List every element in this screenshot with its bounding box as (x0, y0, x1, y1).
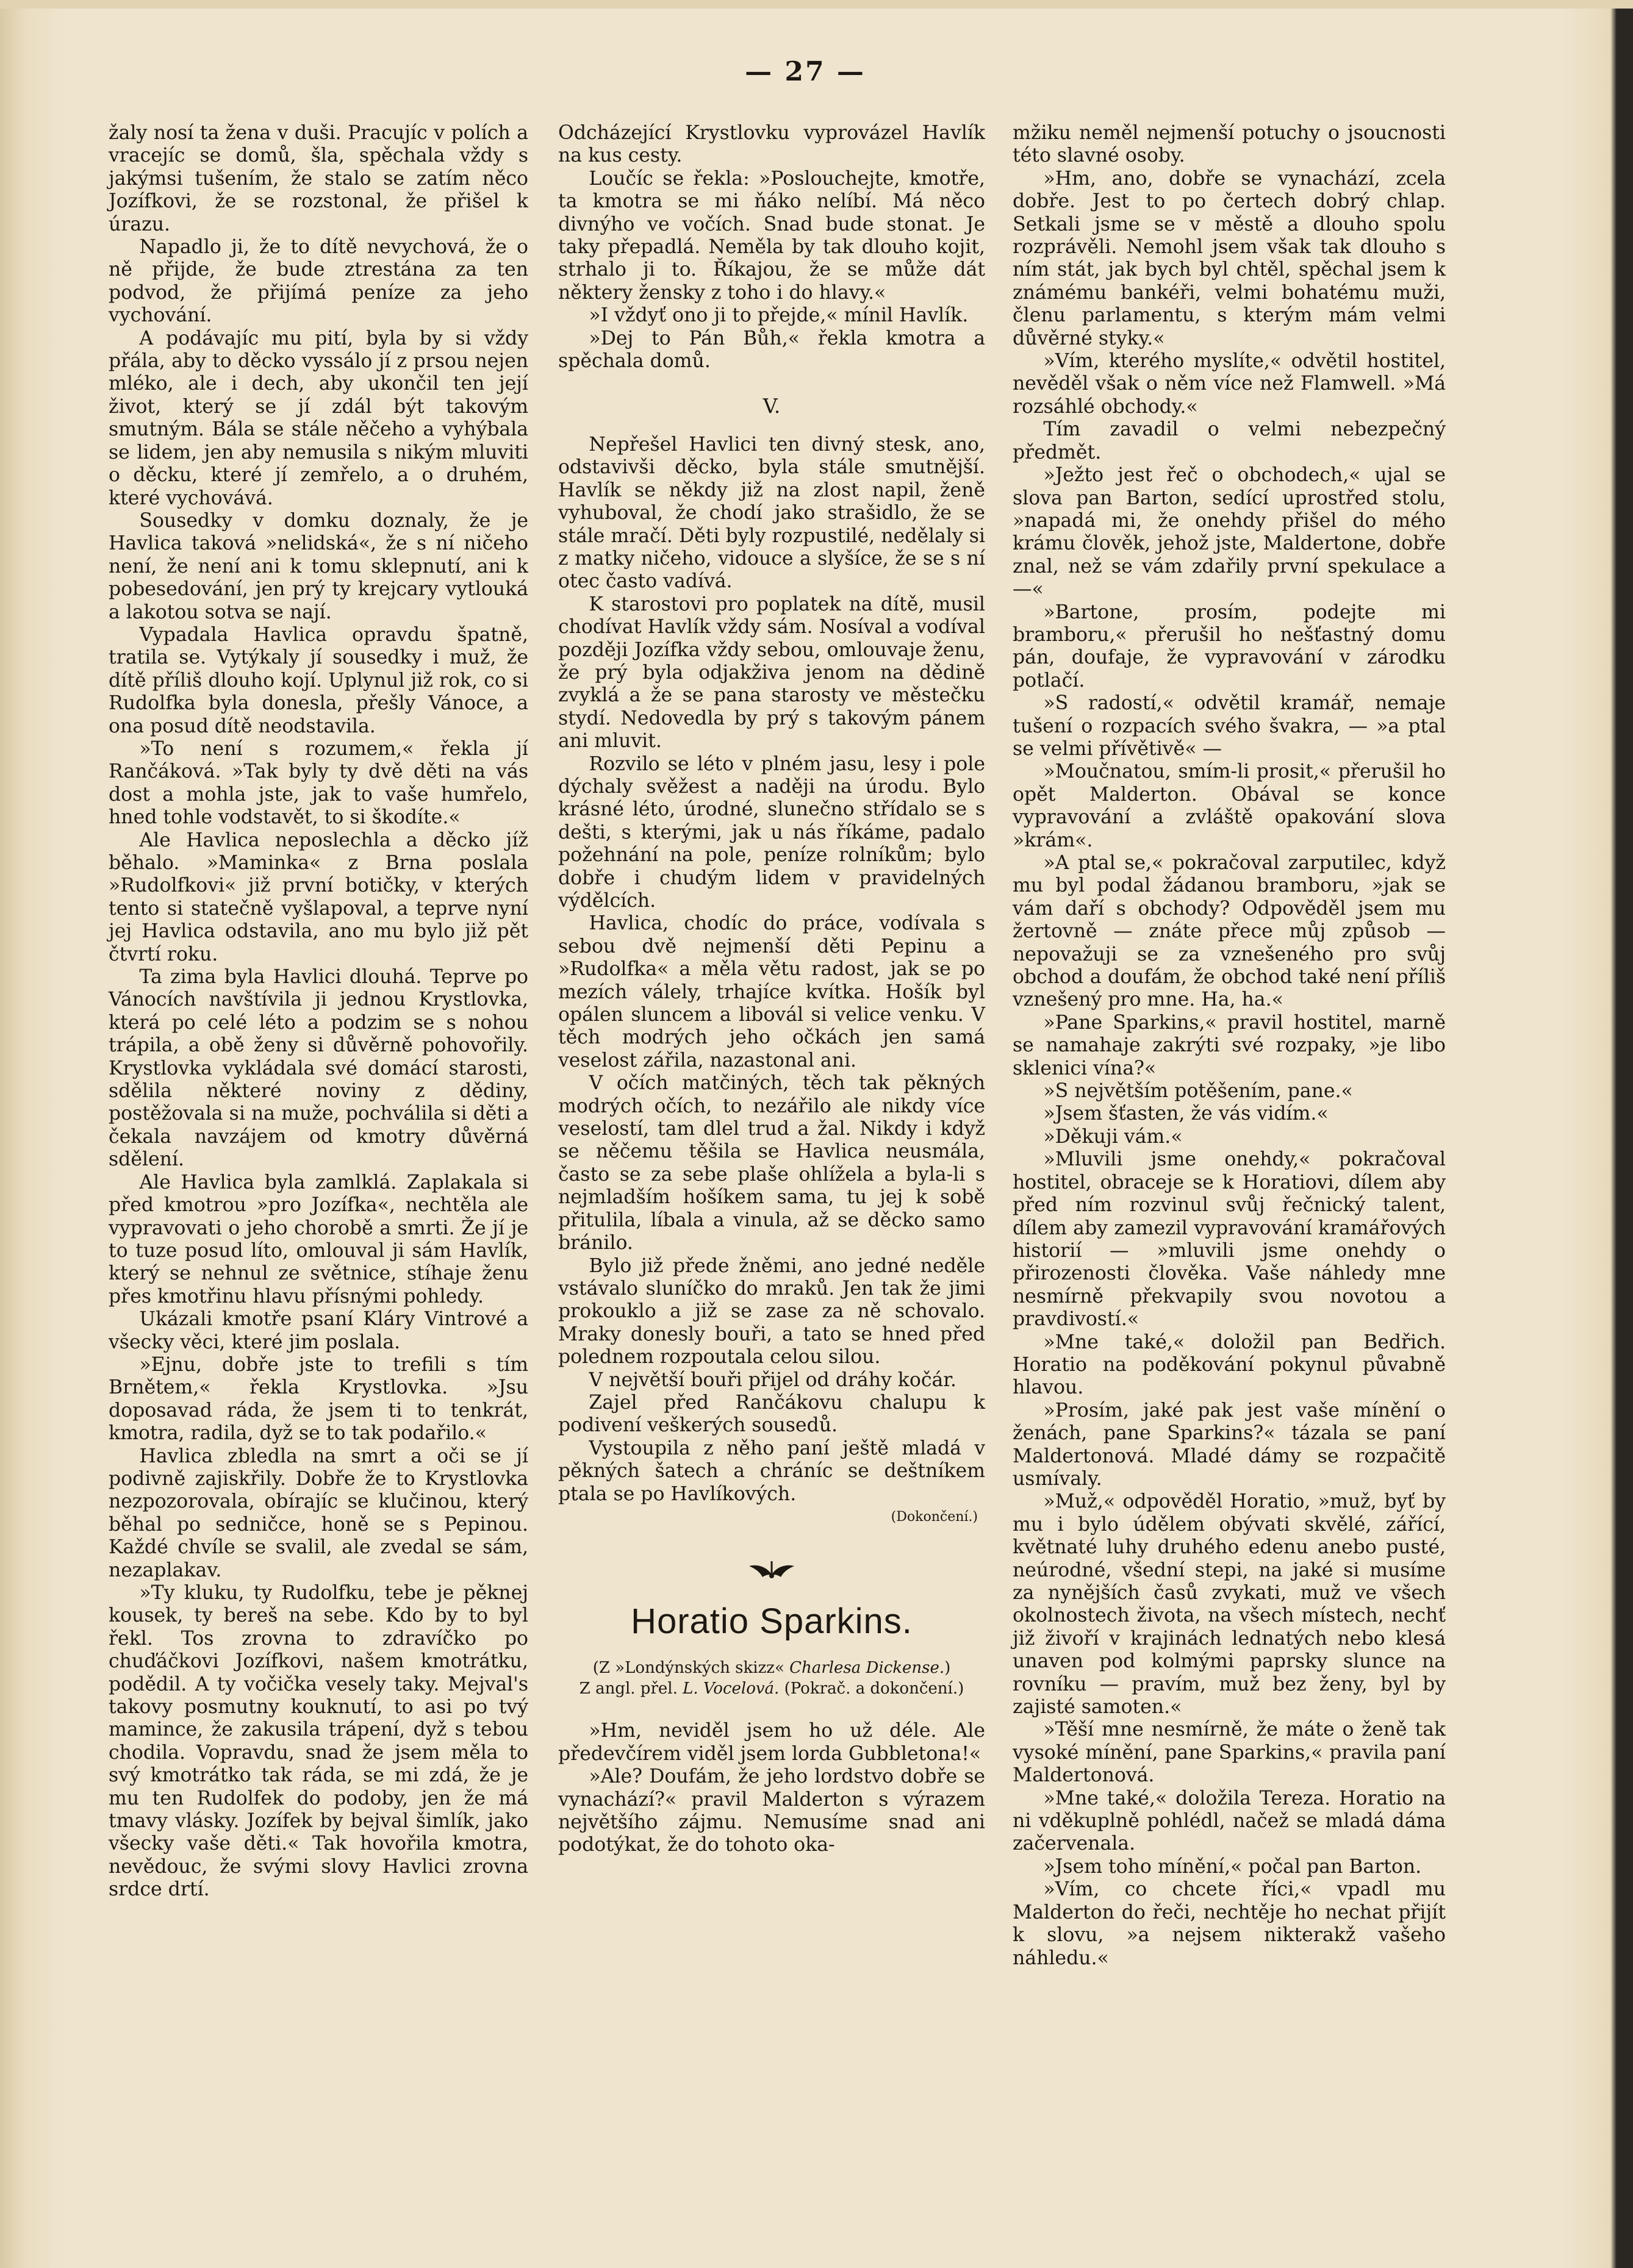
paragraph: »Hm, neviděl jsem ho už déle. Ale předevčírem viděl jsem lorda Gubbletona!« (558, 1720, 985, 1765)
paragraph: Ale Havlica neposlechla a děcko jíž běhalo. »Maminka« z Brna poslala »Rudolfkovi« již první botičky, v kterých tento si statečně vyšlapoval, a teprve nyní jej Havlica odstavila, ano mu bylo již pět čtvrtí roku. (109, 829, 528, 965)
column-2 (558, 122, 985, 1857)
paragraph: Nepřešel Havlici ten divný stesk, ano, odstavivši děcko, byla stále smutnější. Havlík se někdy již na zlost napil, ženě vyhuboval, že chodí jako strašidlo, že se stále mračí. Děti byly rozpustilé, nedělaly si z matky ničeho, vidouce a slyšíce, že se s ní otec často vadívá. (558, 433, 985, 593)
paragraph: žaly nosí ta žena v duši. Pracujíc v polích a vracejíc se domů, šla, spěchala vždy s jakýmsi tušením, že stalo se zatím něco Jozífkovi, že se rozstonal, že přišel k úrazu. (109, 122, 528, 235)
paragraph: »Ježto jest řeč o obchodech,« ujal se slova pan Barton, sedící uprostřed stolu, »napadá mi, že onehdy přišel do mého krámu člověk, jehož jste, Maldertone, dobře znal, než se vám zdařily první spekulace a —« (1013, 464, 1446, 601)
paragraph: Rozvilo se léto v plném jasu, lesy i pole dýchaly svěžest a naději na úrodu. Bylo krásné léto, úrodné, slunečno střídalo se s dešti, s kterými, jak u nás říkáme, padalo požehnání na pole, peníze rolníkům; bylo dobře i chudým lidem v pravidelných výdělcích. (558, 753, 985, 912)
paragraph: »Muž,« odpověděl Horatio, »muž, byť by mu i bylo údělem obývati skvělé, zářící, květnaté luhy druhého edenu anebo pusté, neúrodné, všední stepi, na jaké si musíme za nynějších časů zvykati, muž ve všech okolnostech života, na všech místech, nechť již živoří v krajinách lednatých nebo klesá unaven pod kolmými paprsky slunce na rovníku — pravím, muž bez ženy, byl by zajisté samoten.« (1013, 1490, 1446, 1719)
paragraph: Vystoupila z něho paní ještě mladá v pěkných šatech a chráníc se deštníkem ptala se po Havlíkových. (558, 1437, 985, 1505)
paragraph: Odcházející Krystlovku vyprovázel Havlík na kus cesty. (558, 122, 985, 167)
paragraph: Bylo již přede žněmi, ano jedné neděle vstávalo sluníčko do mraků. Jen tak že jimi prokouklo a již se zase za ně schovalo. Mraky donesly bouři, a tato se hned před polednem rozpoutala celou silou. (558, 1254, 985, 1368)
column-1 (109, 122, 528, 1901)
paragraph: »Bartone, prosím, podejte mi bramboru,« přerušil ho nešťastný domu pán, doufaje, že vypravování v zárodku potlačí. (1013, 601, 1446, 692)
story-title: Horatio Sparkins. (631, 1601, 913, 1642)
paragraph: »S radostí,« odvětil kramář, nemaje tušení o rozpacích svého švakra, — »a ptal se velmi přívětivě« — (1013, 692, 1446, 760)
paragraph: »S největším potěšením, pane.« (1043, 1080, 1353, 1103)
paragraph: Ukázali kmotře psaní Kláry Vintrové a všecky věci, které jim poslala. (109, 1308, 528, 1353)
paragraph: Zajel před Rančákovu chalupu k podivení veškerých sousedů. (558, 1391, 985, 1437)
paragraph: mžiku neměl nejmenší potuchy o jsoucnosti této slavné osoby. (1013, 122, 1446, 167)
paragraph: »Ejnu, dobře jste to trefili s tím Brnětem,« řekla Krystlovka. »Jsu doposavad ráda, že jsem ti to tenkrát, kmotra, radila, dyž se to tak podařilo.« (109, 1353, 528, 1445)
paragraph: Ale Havlica byla zamlklá. Zaplakala si před kmotrou »pro Jozífka«, nechtěla ale vypravovati o jeho chorobě a smrti. Že jí je to tuze posud líto, omlouval ji sám Havlík, který se nehnul ze světnice, stíhaje ženu přes kmotřinu hlavu přísnými pohledy. (109, 1171, 528, 1307)
paragraph: Ta zima byla Havlici dlouhá. Teprve po Vánocích navštívila ji jednou Krystlovka, která po celé léto a podzim se s nohou trápila, a obě ženy si důvěrně pohovořily. Krystlovka vykládala své domácí starosti, sdělila některé noviny z dědiny, postěžovala si na muže, pochválila si děti a čekala navzájem od kmotry důvěrná sdělení. (109, 966, 528, 1171)
page-number: — 27 — (745, 56, 866, 87)
paragraph: »A ptal se,« pokračoval zarputilec, když mu byl podal žádanou bramboru, »jak se vám daří s obchody? Odpověděl jsem mu žertovně — znáte přece můj způsob — nepovažuji se za vznešeného pro svůj obchod a doufám, že obchod také není příliš vznešený pro mne. Ha, ha.« (1013, 852, 1446, 1011)
paragraph: »Ty kluku, ty Rudolfku, tebe je pěknej kousek, ty bereš na sebe. Kdo by to byl řekl. Tos zrovna to zdravíčko po chuďáčkovi Jozífkovi, našem kmotrátku, podědil. A ty vočička vesely taky. Mejval's takovy posmutny kouknutí, to asi po tvý mamince, že zakusila trápení, dyž s tebou chodila. Vopravdu, snad že jsem měla to svý kmotrátko tak ráda, se mi zdá, že je mu ten Rudolfek do podoby, jen že má tmavy vlásky. Jozífek by bejval šimlík, jako všecky vaše děti.« Tak hovořila kmotra, nevědouc, že svými slovy Havlici zrovna srdce drtí. (109, 1582, 528, 1901)
paragraph: »Vím, co chcete říci,« vpadl mu Malderton do řeči, nechtěje ho nechat přijít k slovu, »a nejsem nikterakž vašeho náhledu.« (1013, 1878, 1446, 1969)
paragraph: »Moučnatou, smím-li prosit,« přerušil ho opět Malderton. Obával se konce vypravování a zvláště opakování slova »krám«. (1013, 760, 1446, 851)
paragraph: »To není s rozumem,« řekla jí Rančáková. »Tak byly ty dvě děti na vás dost a mohla jste, jak to vaše humřelo, hned tohle vodstavět, to si škodíte.« (109, 737, 528, 829)
paragraph: »Jsem šťasten, že vás vidím.« (1043, 1103, 1329, 1125)
paragraph: Havlica, chodíc do práce, vodívala s sebou dvě nejmenší děti Pepinu a »Rudolfka« a měla větu radost, jak se po mezích válely, trhajíce kvítka. Hošík byl opálen sluncem a libovál si velice venku. V těch modrých jeho očkách jen samá veselost zářila, nazastonal ani. (558, 912, 985, 1071)
to-be-concluded-note: (Dokončení.) (891, 1509, 978, 1525)
column-3 (1013, 122, 1446, 1970)
paragraph: V očích matčiných, těch tak pěkných modrých očích, to nezářilo ale nikdy více veselostí, tam dlel trud a žal. Nikdy i když se něčemu těšila se Havlica neusmála, často se za sebe plaše ohlížela a byla-li s nejmladším hošíkem sama, tu jej k sobě přitulila, líbala a vinula, až se děcko samo bránilo. (558, 1072, 985, 1254)
paragraph: »Těší mne nesmírně, že máte o ženě tak vysoké mínění, pane Sparkins,« pravila paní Maldertonová. (1013, 1719, 1446, 1787)
paragraph: »Mluvili jsme onehdy,« pokračoval hostitel, obraceje se k Horatiovi, dílem aby před ním rozvinul svůj řečnický talent, dílem aby zamezil vypravování kramářových historií — »mluvili jsme onehdy o přirozenosti člověka. Vaše náhledy mne nesmírně překvapily svou novotou a pravdivostí.« (1013, 1148, 1446, 1331)
paragraph: A podávajíc mu pití, byla by si vždy přála, aby to děcko vyssálo jí z prsou nejen mléko, ale i dech, aby ukončil ten její život, který se jí zdál být takovým smutným. Bála se stále něčeho a vyhýbala se lidem, jen aby nemusila s nikým mluviti o děcku, které jí zemřelo, a o druhém, které vychovává. (109, 327, 528, 509)
paragraph: Vypadala Havlica opravdu špatně, tratila se. Vytýkaly jí sousedky i muž, že dítě příliš dlouho kojí. Uplynul již rok, co si Rudolfka byla donesla, přešly Vánoce, a ona posud dítě neodstavila. (109, 623, 528, 737)
paragraph: »Mne také,« doložil pan Bedřich. Horatio na poděkování pokynul půvabně hlavou. (1013, 1331, 1446, 1399)
source-line-2: Z angl. přel. L. Vocelová. (Pokrač. a dokončení.) (579, 1680, 964, 1698)
paragraph: Tím zavadil o velmi nebezpečný předmět. (1013, 418, 1446, 463)
paragraph: Havlica zbledla na smrt a oči se jí podivně zajiskřily. Dobře že to Krystlovka nezpozorovala, obírajíc se klučinou, který běhal po sedničce, honě se s Pepinou. Každé chvíle se svalil, ale zvedal se sám, nezaplakav. (109, 1445, 528, 1581)
section-heading-v: V. (763, 394, 781, 418)
paragraph: »Prosím, jaké pak jest vaše mínění o ženách, pane Sparkins?« tázala se paní Maldertonová. Mladé dámy se rozpačitě usmívaly. (1013, 1399, 1446, 1490)
paragraph: »Hm, ano, dobře se vynachází, zcela dobře. Jest to po čertech dobrý chlap. Setkali jsme se v městě a dlouho spolu rozprávěli. Nemohl jsem však tak dlouho s ním stát, jak bych byl chtěl, spěchal jsem k známému bankéři, velmi bohatému muži, členu parlamentu, s kterým mám velmi důvěrné styky.« (1013, 167, 1446, 349)
paragraph: »Mne také,« doložila Tereza. Horatio na ni vděkuplně pohlédl, načež se mladá dáma začervenala. (1013, 1787, 1446, 1855)
paragraph: »Dej to Pán Bůh,« řekla kmotra a spěchala domů. (558, 327, 985, 373)
paragraph: Sousedky v domku doznaly, že je Havlica taková »nelidská«, že s ní ničeho není, že není ani k tomu sklepnutí, ani k pobesedování, jen prý ty krejcary vytlouká a lakotou sotva se nají. (109, 509, 528, 623)
paragraph: »Děkuji vám.« (1043, 1125, 1183, 1148)
paragraph: Napadlo ji, že to dítě nevychová, že o ně přijde, že bude ztrestána za ten podvod, že přijímá peníze za jeho vychování. (109, 236, 528, 327)
paragraph: »Pane Sparkins,« pravil hostitel, marně se namahaje zakrýti své rozpaky, »je libo sklenici vína?« (1013, 1011, 1446, 1079)
paragraph: Loučíc se řekla: »Poslouchejte, kmotře, ta kmotra se mi ňáko nelíbí. Má něco divnýho ve vočích. Snad bude stonat. Je taky přepadlá. Neměla by tak dlouho kojit, strhalo ji to. Říkajou, že se může dát některy žensky z toho i do hlavy.« (558, 167, 985, 304)
paragraph: »Vím, kterého myslíte,« odvětil hostitel, nevěděl však o něm více než Flamwell. »Má rozsáhlé obchody.« (1013, 350, 1446, 418)
ornament-divider (744, 1556, 799, 1581)
source-line-1: (Z »Londýnských skizz« Charlesa Dickense.) (592, 1659, 951, 1678)
paragraph: V největší bouři přijel od dráhy kočár. (589, 1368, 956, 1391)
page-top-edge (0, 0, 1633, 9)
paragraph: K starostovi pro poplatek na dítě, musil chodívat Havlík vždy sám. Nosíval a vodíval později Jozífka vždy sebou, omlouvaje ženu, že prý byla odjakživa jenom na dědině zvyklá a že se pana starosty ve městečku stydí. Nedovedla by prý s takovým pánem ani mluvit. (558, 593, 985, 753)
paragraph: »Jsem toho mínění,« počal pan Barton. (1043, 1855, 1422, 1878)
paragraph: »Ale? Doufám, že jeho lordstvo dobře se vynachází?« pravil Malderton s výrazem největšího zájmu. Nemusíme snad ani podotýkat, že do tohoto oka- (558, 1765, 985, 1856)
paragraph: »I vždyť ono ji to přejde,« mínil Havlík. (589, 304, 969, 327)
